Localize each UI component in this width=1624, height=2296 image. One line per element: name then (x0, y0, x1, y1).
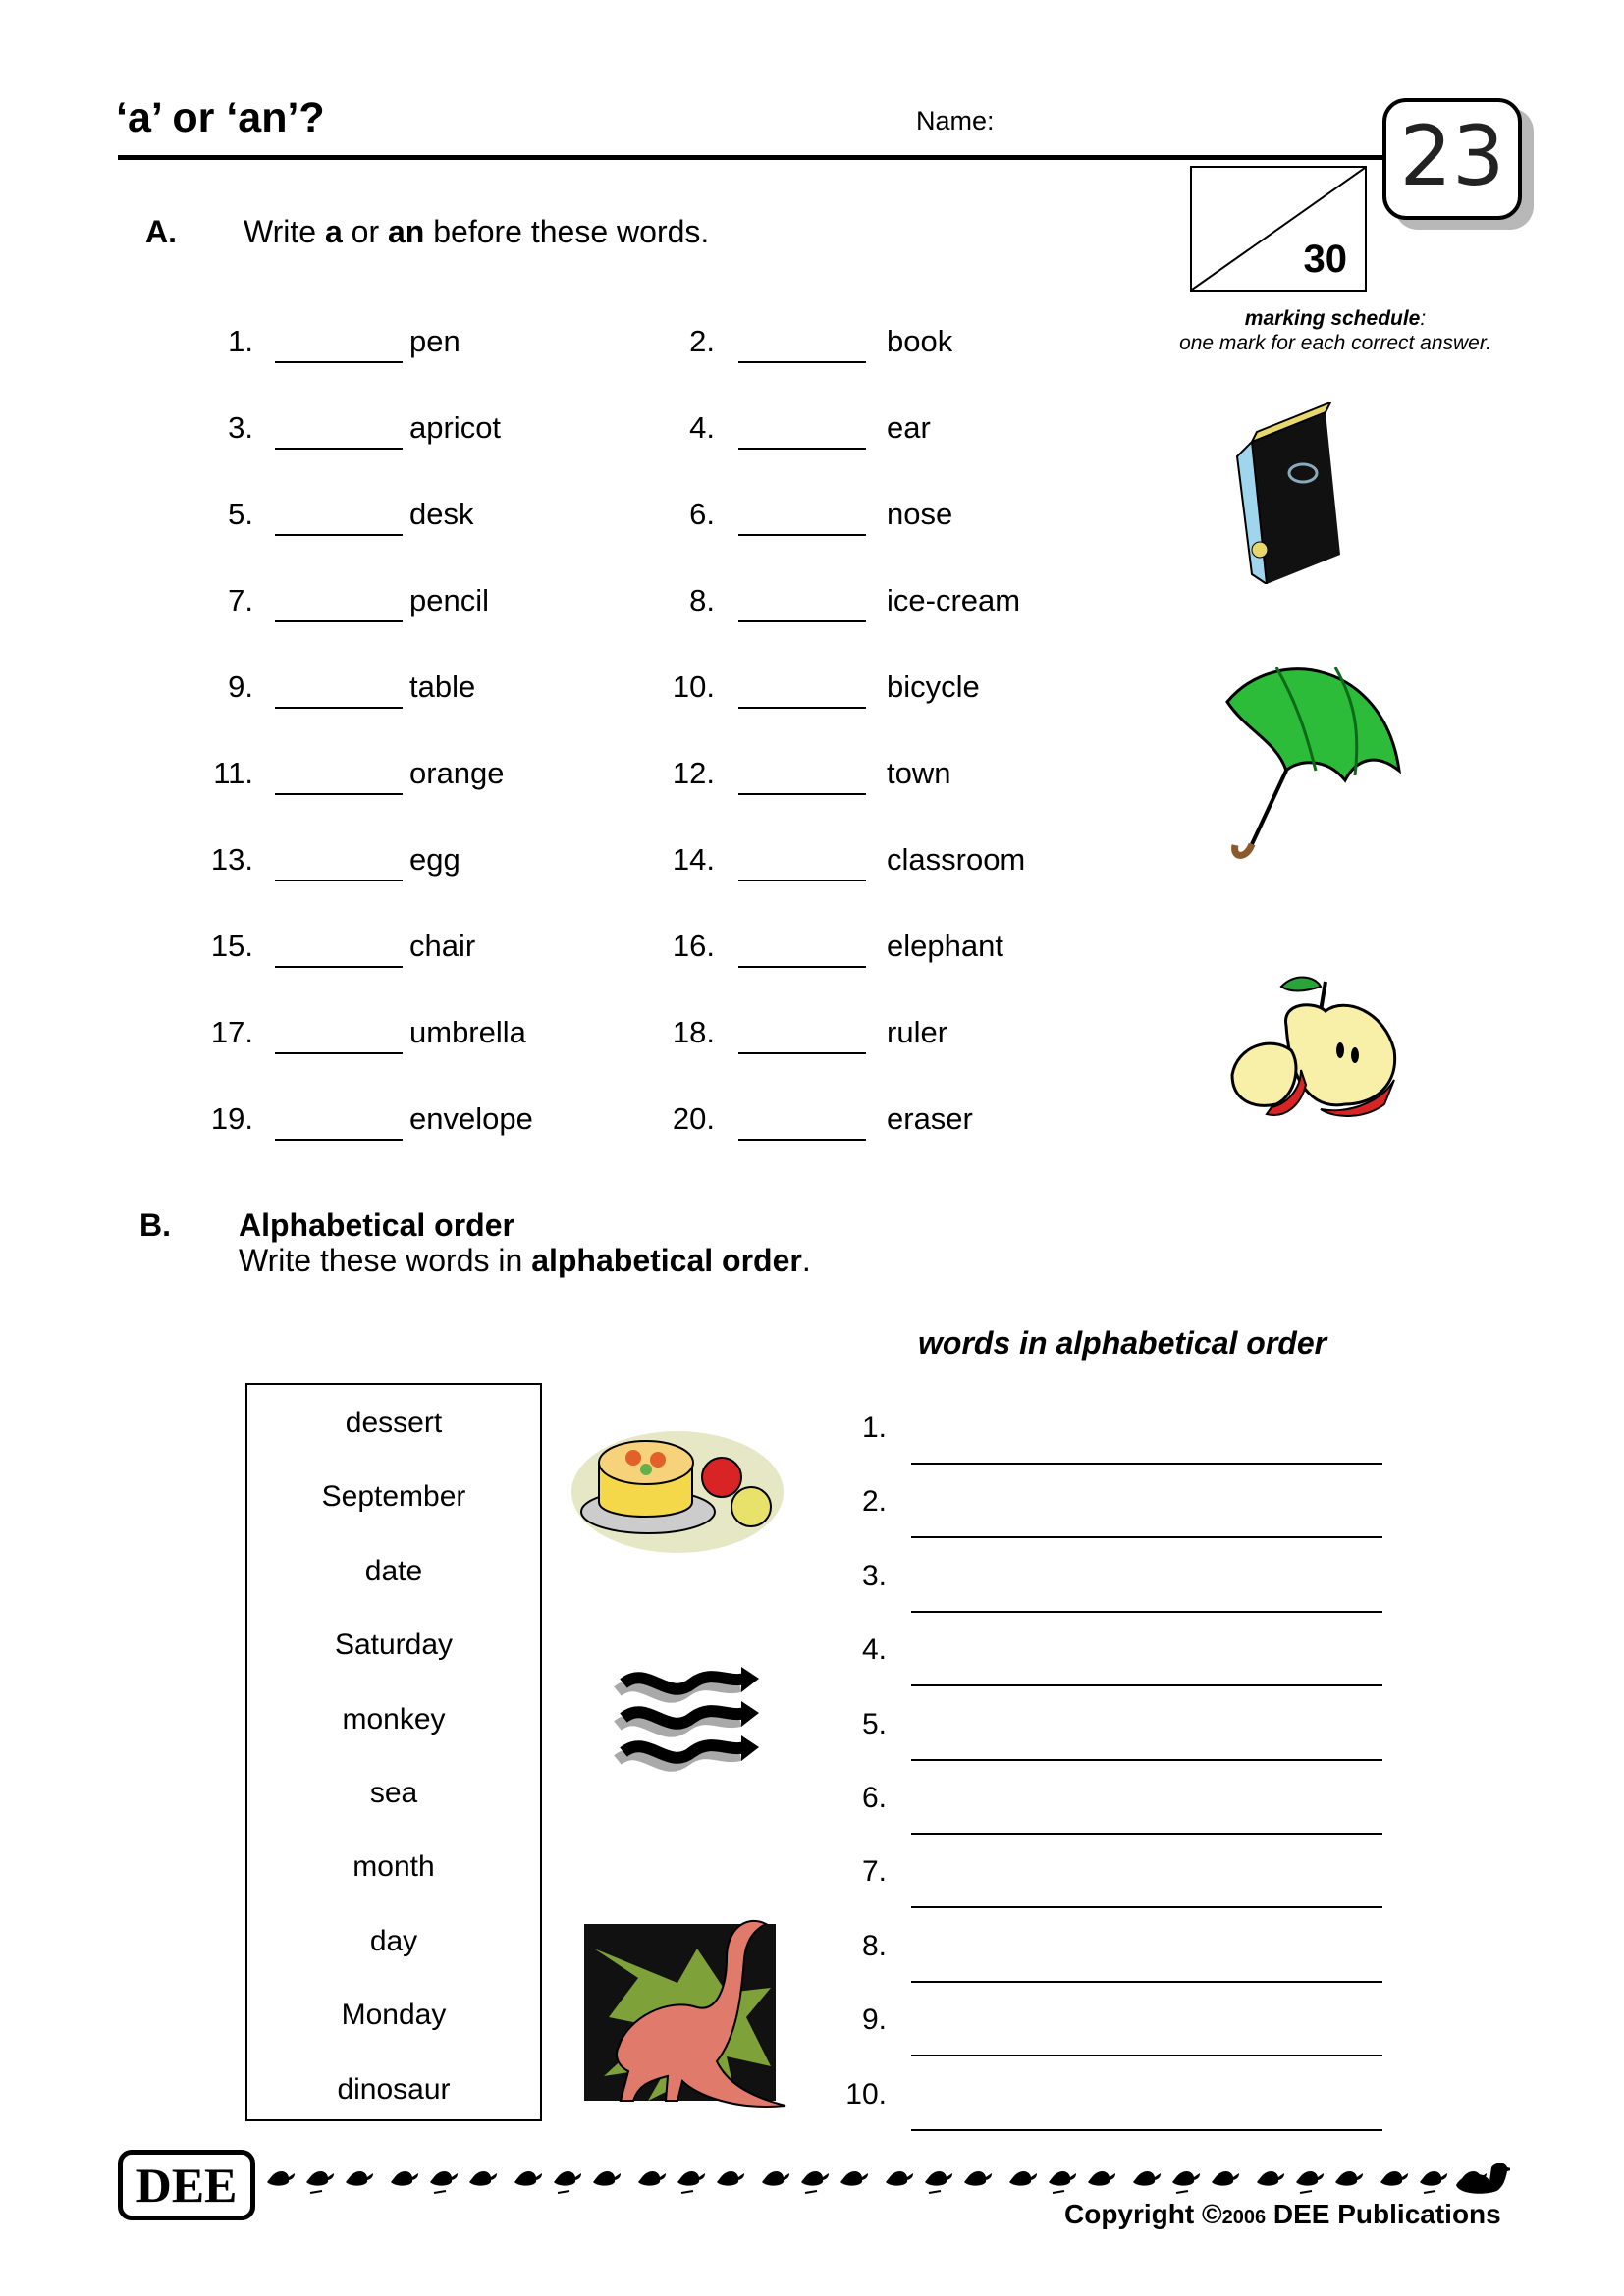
section-a-instruction (244, 214, 709, 250)
item-word: egg (409, 842, 460, 877)
copyright-year: 2006 (1221, 2207, 1267, 2228)
item-word: bicycle (887, 669, 980, 704)
item-word: town (887, 756, 951, 790)
word-box-item: dinosaur (337, 2072, 451, 2106)
duck-icon (514, 2171, 542, 2186)
duck-icon (469, 2171, 497, 2186)
answer-blank[interactable] (275, 1139, 403, 1141)
answer-blank[interactable] (738, 1052, 866, 1054)
worksheet-number: 23 (1399, 108, 1505, 204)
instruction-text: or (342, 214, 388, 249)
instruction-bold-an: an (388, 214, 425, 249)
answer-number: 9. (861, 2003, 887, 2037)
score-box (1190, 166, 1367, 292)
instruction-bold: alphabetical order (531, 1243, 802, 1278)
item-word: envelope (409, 1101, 533, 1136)
word-box (245, 1383, 542, 2121)
name-label: Name: (916, 106, 995, 135)
answer-blank[interactable] (275, 620, 403, 622)
duck-icon (346, 2171, 373, 2186)
duck-icon (964, 2171, 992, 2186)
section-b-heading: Alphabetical order (239, 1207, 514, 1243)
marking-schedule-label: marking schedule (1244, 307, 1421, 330)
answer-blank[interactable] (275, 793, 403, 795)
duck-icon (1009, 2171, 1037, 2186)
cake-picture (569, 1409, 795, 1556)
item-word: chair (409, 929, 476, 963)
item-number: 8. (689, 583, 715, 617)
book-picture (1232, 402, 1355, 584)
item-number: 13. (210, 842, 253, 877)
item-number: 9. (228, 669, 253, 704)
answer-blank[interactable] (738, 448, 866, 450)
dee-logo: DEE (118, 2150, 255, 2220)
dinosaur-picture (579, 1899, 790, 2120)
item-number: 18. (672, 1015, 715, 1049)
marking-schedule-colon: : (1420, 307, 1427, 330)
item-number: 2. (689, 324, 715, 358)
word-box-item: September (321, 1480, 466, 1514)
answer-blank[interactable] (275, 880, 403, 881)
duck-icon (1133, 2171, 1161, 2186)
answer-line[interactable] (911, 1906, 1382, 1908)
duck-icon (1296, 2171, 1324, 2186)
duck-icon (1380, 2171, 1408, 2186)
item-number: 17. (210, 1015, 253, 1049)
score-total: 30 (1303, 238, 1347, 281)
duck-icon (1049, 2171, 1076, 2186)
duck-icon (677, 2171, 705, 2186)
worksheet-number-badge (1382, 98, 1522, 220)
item-number: 12. (672, 756, 715, 790)
word-box-item: dessert (345, 1407, 443, 1439)
duck-icon (638, 2171, 666, 2186)
answer-line[interactable] (911, 1684, 1382, 1686)
answer-number: 5. (861, 1707, 887, 1740)
duck-icon (1420, 2171, 1447, 2186)
duck-icon (593, 2171, 621, 2186)
duck-icon (925, 2171, 952, 2186)
word-box-item: day (369, 1924, 418, 1957)
answer-blank[interactable] (738, 1139, 866, 1141)
answer-blank[interactable] (275, 534, 403, 536)
water-ripple (1053, 2191, 1064, 2193)
item-word: ruler (887, 1015, 948, 1049)
header-rule (118, 155, 1394, 160)
item-number: 14. (672, 842, 715, 877)
duck-icon (762, 2171, 789, 2186)
word-box-item: date (364, 1554, 423, 1587)
item-word: book (887, 324, 953, 358)
water-ripple (1176, 2191, 1188, 2193)
item-word: nose (887, 497, 953, 531)
item-word: pencil (409, 583, 489, 617)
instruction-text: Write these words in (239, 1243, 532, 1278)
answer-blank[interactable] (738, 620, 866, 622)
answers-column-heading: words in alphabetical order (918, 1325, 1327, 1361)
instruction-bold-a: a (324, 214, 343, 249)
item-word: orange (409, 756, 505, 790)
duck-icon (1212, 2171, 1239, 2186)
page-title: ‘a’ or ‘an’? (116, 94, 325, 141)
duck-icon (430, 2171, 458, 2186)
item-word: apricot (409, 410, 502, 445)
duck-icon (1257, 2171, 1284, 2186)
water-ripple (1424, 2191, 1435, 2193)
arrows-picture (614, 1659, 761, 1787)
answer-line[interactable] (911, 2129, 1382, 2131)
item-number: 20. (672, 1101, 715, 1136)
item-number: 11. (213, 756, 253, 790)
water-ripple (681, 2191, 693, 2193)
water-ripple (805, 2191, 817, 2193)
answer-line[interactable] (911, 2055, 1382, 2056)
item-word: ice-cream (887, 583, 1021, 617)
item-word: elephant (887, 929, 1003, 963)
answer-number: 1. (861, 1412, 887, 1444)
answer-blank[interactable] (275, 448, 403, 450)
item-number: 4. (689, 410, 715, 445)
answer-line[interactable] (911, 1833, 1382, 1835)
answer-number: 4. (861, 1633, 887, 1667)
marking-schedule (1129, 306, 1542, 355)
item-number: 19. (210, 1101, 253, 1136)
instruction-text: Write (244, 214, 325, 249)
answer-blank[interactable] (275, 707, 403, 709)
item-number: 16. (672, 929, 715, 963)
marking-schedule-text: one mark for each correct answer. (1179, 332, 1491, 354)
section-b-instruction (239, 1243, 811, 1279)
item-word: table (409, 669, 476, 704)
umbrella-picture (1218, 653, 1404, 864)
ducks-border (263, 2158, 1510, 2202)
answer-number: 2. (861, 1485, 887, 1519)
instruction-text: . (801, 1243, 811, 1278)
duck-icon (554, 2171, 581, 2186)
instruction-text: before these words. (424, 214, 710, 249)
word-box-item: monkey (342, 1702, 446, 1735)
answer-blank[interactable] (738, 534, 866, 536)
answer-line[interactable] (911, 1981, 1382, 1983)
answer-number: 10. (845, 2077, 887, 2110)
answer-line[interactable] (911, 1611, 1382, 1613)
word-box-item: Monday (341, 1999, 447, 2032)
water-ripple (558, 2191, 569, 2193)
word-box-item: sea (369, 1777, 418, 1809)
item-word: umbrella (409, 1015, 526, 1049)
duck-icon (1335, 2171, 1363, 2186)
answer-line[interactable] (911, 1536, 1382, 1538)
answer-blank[interactable] (738, 361, 866, 363)
water-ripple (434, 2191, 446, 2193)
answer-blank[interactable] (275, 966, 403, 968)
item-word: pen (409, 324, 460, 358)
item-word: desk (409, 497, 474, 531)
duck-icon (267, 2171, 295, 2186)
item-number: 1. (228, 324, 253, 358)
answer-number: 6. (861, 1782, 887, 1814)
answer-number: 8. (861, 1929, 887, 1962)
answer-number: 7. (861, 1855, 887, 1889)
duck-icon (1172, 2171, 1200, 2186)
item-number: 6. (689, 497, 715, 531)
answer-blank[interactable] (738, 966, 866, 968)
item-number: 10. (672, 669, 715, 704)
apple-picture (1227, 972, 1404, 1129)
section-a-letter: A. (145, 214, 177, 249)
duck-icon (1088, 2171, 1115, 2186)
publisher-name: DEE Publications (1266, 2199, 1501, 2229)
word-box-item: month (352, 1850, 435, 1884)
answer-blank[interactable] (275, 361, 403, 363)
duck-icon (886, 2171, 913, 2186)
water-ripple (1300, 2191, 1312, 2193)
item-number: 3. (228, 410, 253, 445)
section-b-letter: B. (139, 1207, 171, 1243)
copyright (1064, 2199, 1501, 2230)
duck-icon (391, 2171, 418, 2186)
large-duck-icon (1456, 2163, 1510, 2194)
answer-blank[interactable] (738, 793, 866, 795)
answer-number: 3. (861, 1559, 887, 1592)
item-number: 5. (228, 497, 253, 531)
item-number: 15. (210, 929, 253, 963)
answer-blank[interactable] (738, 880, 866, 881)
item-word: eraser (887, 1101, 973, 1136)
item-word: ear (887, 410, 931, 445)
item-number: 7. (228, 583, 253, 617)
word-box-item: Saturday (334, 1629, 454, 1662)
water-ripple (310, 2191, 322, 2193)
water-ripple (929, 2191, 941, 2193)
answer-blank[interactable] (275, 1052, 403, 1054)
answer-line[interactable] (911, 1463, 1382, 1465)
duck-icon (801, 2171, 829, 2186)
copyright-text: Copyright © (1064, 2199, 1222, 2229)
answer-blank[interactable] (738, 707, 866, 709)
answer-line[interactable] (911, 1759, 1382, 1761)
item-word: classroom (887, 842, 1026, 877)
duck-icon (306, 2171, 334, 2186)
duck-icon (717, 2171, 744, 2186)
duck-icon (840, 2171, 868, 2186)
